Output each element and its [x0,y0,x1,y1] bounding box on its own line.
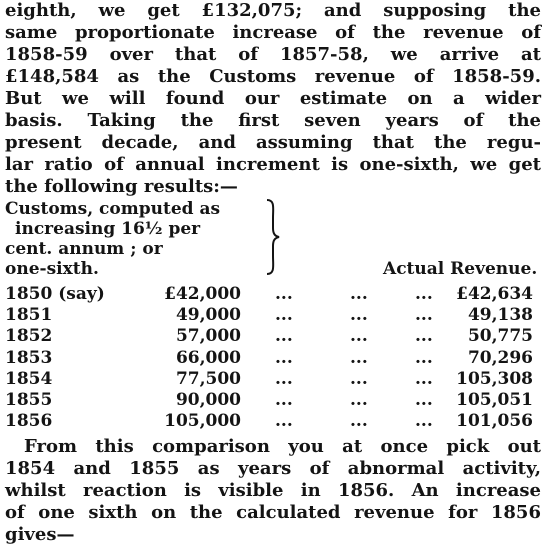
row-year: 1852 [5,326,53,347]
table-row [5,410,541,432]
row-year: 1856 [5,411,53,432]
text-line: £148,584 as the Customs revenue of 1858-59. [5,66,541,87]
computed-header-line: Customs, computed as [5,199,221,219]
row-year: 1850 (say) [5,284,105,304]
table-row [5,368,541,390]
actual-revenue-header: Actual Revenue. [383,259,538,279]
table-row [5,347,541,369]
row-computed-value: 49,000 [175,305,241,326]
row-computed-value: £42,000 [164,284,241,304]
text-line: whilst reaction is visible in 1856. An increase [5,480,541,501]
computed-header-line: increasing 16½ per [15,219,201,239]
text-line: 1858-59 over that of 1857-58, we arrive at [5,44,541,65]
row-dot-leader: ... [275,326,293,347]
row-actual-value: 49,138 [467,305,533,326]
row-year: 1854 [5,368,53,389]
row-computed-value: 77,500 [175,368,241,389]
row-year: 1855 [5,390,53,410]
row-dot-leader: ... [415,368,433,389]
row-computed-value: 57,000 [175,326,241,347]
row-dot-leader: ... [415,411,433,432]
row-computed-value: 66,000 [175,347,241,368]
computed-header-line: cent. annum ; or [5,239,163,259]
row-dot-leader: ... [350,326,368,347]
row-dot-leader: ... [415,284,433,304]
text-line: lar ratio of annual increment is one-sixth, we get [5,154,541,175]
row-computed-value: 90,000 [175,390,241,410]
row-dot-leader: ... [350,305,368,326]
row-actual-value: 105,308 [456,368,533,389]
table-header [5,198,541,278]
row-dot-leader: ... [415,326,433,347]
row-dot-leader: ... [350,390,368,410]
table-row [5,325,541,347]
row-dot-leader: ... [415,347,433,368]
text-line: the following results:— [5,176,238,197]
row-dot-leader: ... [415,305,433,326]
row-year: 1851 [5,305,53,326]
row-dot-leader: ... [350,411,368,432]
row-actual-value: 105,051 [456,390,533,410]
row-dot-leader: ... [275,368,293,389]
row-dot-leader: ... [350,368,368,389]
row-dot-leader: ... [275,347,293,368]
row-dot-leader: ... [350,284,368,304]
row-actual-value: 70,296 [467,347,533,368]
text-line: of one sixth on the calculated revenue for 1856 [5,502,541,523]
text-line: 1854 and 1855 as years of abnormal activity, [5,458,541,479]
table-row [5,304,541,326]
text-line: same proportionate increase of the revenue of [5,22,541,43]
table-row [5,389,541,411]
text-line: From this comparison you at once pick out [24,436,541,457]
row-year: 1853 [5,347,53,368]
row-dot-leader: ... [275,390,293,410]
computed-header-line: one-sixth. [5,259,99,279]
row-dot-leader: ... [275,284,293,304]
text-line: But we will found our estimate on a wider [5,88,541,109]
text-line: basis. Taking the first seven years of the [5,110,541,131]
text-line: present decade, and assuming that the regu- [5,132,541,153]
row-dot-leader: ... [350,347,368,368]
table-row [5,283,541,305]
row-actual-value: 101,056 [456,411,533,432]
curly-brace-icon [263,198,283,276]
text-line: gives— [5,524,75,545]
row-actual-value: £42,634 [456,284,533,304]
row-dot-leader: ... [275,411,293,432]
row-actual-value: 50,775 [467,326,533,347]
row-dot-leader: ... [275,305,293,326]
row-computed-value: 105,000 [164,411,241,432]
text-line: eighth, we get £132,075; and supposing the [5,0,541,21]
row-dot-leader: ... [415,390,433,410]
